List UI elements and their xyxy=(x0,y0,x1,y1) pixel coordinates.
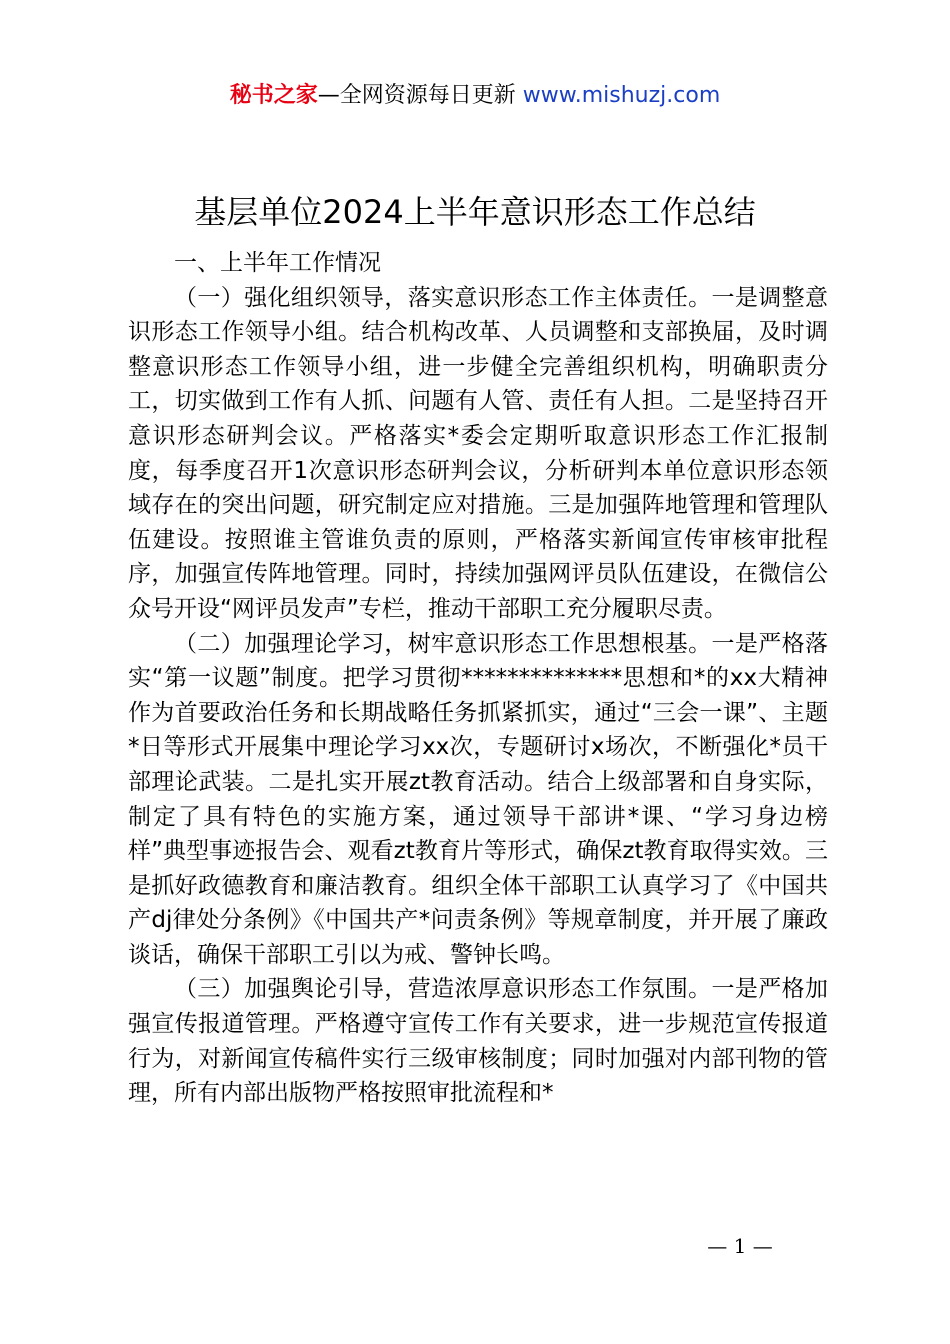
site-url-link[interactable]: www.mishuzj.com xyxy=(522,83,721,108)
paragraph-3: （三）加强舆论引导，营造浓厚意识形态工作氛围。一是严格加强宣传报道管理。严格遵守宣传工作有关要求，进一步规范宣传报道行为，对新闻宣传稿件实行三级审核制度；同时加强对内部刊物的管理，所有内部出版物严格按照审批流程和* xyxy=(128,976,828,1107)
site-tagline: —全网资源每日更新 xyxy=(317,83,523,108)
paragraph-2: （二）加强理论学习，树牢意识形态工作思想根基。一是严格落实“第一议题”制度。把学习贯彻**************思想和*的xx大精神作为首要政治任务和长期战略任务抓紧抓实，通过“三会一课”、主题*日等形式开展集中理论学习xx次，专题研讨x场次，不断强化*员干部理论武装。二是扎实开展zt教育活动。结合上级部署和自身实际，制定了具有特色的实施方案，通过领导干部讲*课、“学习身边榜样”典型事迹报告会、观看zt教育片等形式，确保zt教育取得实效。三是抓好政德教育和廉洁教育。组织全体干部职工认真学习了《中国共产dj律处分条例》《中国共产*问责条例》等规章制度，并开展了廉政谈话，确保干部职工引以为戒、警钟长鸣。 xyxy=(128,630,828,968)
page-number: — 1 — xyxy=(707,1234,773,1258)
site-brand: 秘书之家 xyxy=(229,83,318,108)
document-body xyxy=(128,246,828,1111)
site-header xyxy=(0,80,950,112)
document-title: 基层单位2024上半年意识形态工作总结 xyxy=(194,193,756,231)
paragraph-1: （一）强化组织领导，落实意识形态工作主体责任。一是调整意识形态工作领导小组。结合机构改革、人员调整和支部换届，及时调整意识形态工作领导小组，进一步健全完善组织机构，明确职责分工，切实做到工作有人抓、问题有人管、责任有人担。二是坚持召开意识形态研判会议。严格落实*委会定期听取意识形态工作汇报制度，每季度召开1次意识形态研判会议，分析研判本单位意识形态领域存在的突出问题，研究制定应对措施。三是加强阵地管理和管理队伍建设。按照谁主管谁负责的原则，严格落实新闻宣传审核审批程序，加强宣传阵地管理。同时，持续加强网评员队伍建设，在微信公众号开设“网评员发声”专栏，推动干部职工充分履职尽责。 xyxy=(128,284,828,622)
section-heading: 一、上半年工作情况 xyxy=(174,250,381,276)
